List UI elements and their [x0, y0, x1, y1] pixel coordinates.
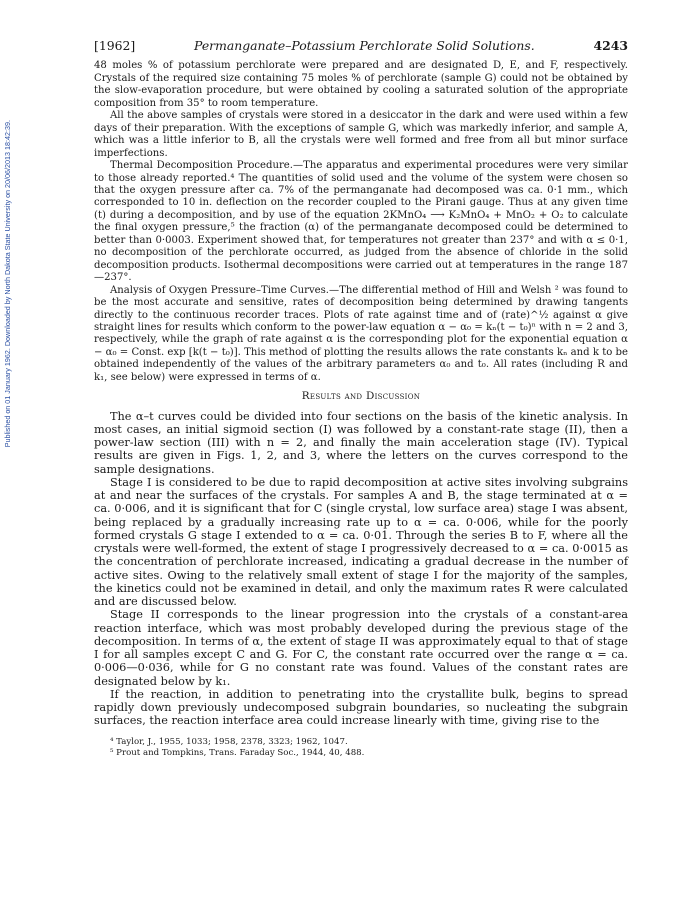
header-title: Permanganate–Potassium Perchlorate Solid Solutions. — [194, 38, 535, 53]
paragraph-analysis: Analysis of Oxygen Pressure–Time Curves.—The differential method of Hill and Welsh ² was found to be the most accurate and sensitive, rates of decomposition being determined by drawing tangents directly to the continuous recorder traces. Plots of rate against time and of (rate)^½ against α give straight lines for results which conform to the power-law equation α − α₀ = kₙ(t − t₀)ⁿ with n = 2 and 3, respectively, while the graph of rate against α is the corresponding plot for the exponential equation α − α₀ = Const. exp [k(t − t₀)]. This method of plotting the results allows the rate constants kₙ and k to be obtained independently of the values of the arbitrary parameters α₀ and t₀. All rates (including R and k₁, see below) were expressed in terms of α. — [94, 284, 628, 383]
footnote: ⁵ Prout and Tompkins, Trans. Faraday Soc., 1944, 40, 488. — [110, 747, 365, 758]
section-heading: Results and Discussion — [301, 390, 421, 403]
paragraph-stage-two: Stage II corresponds to the linear progression into the crystals of a constant-area reaction interface, which was most probably developed during the previous stage of the decomposition. In terms of α, the extent of stage II was approximately equal to that of stage I for all samples except C and G. For C, the constant rate occurred over the range α = ca. 0·006—0·036, while for G no constant rate was found. Values of the constant rates are designated below by k₁. — [94, 608, 628, 688]
running-header — [94, 40, 628, 52]
download-notice: Published on 01 January 1962. Downloaded by North Dakota State University on 20/06/2013 18:42:39. — [2, 120, 12, 448]
footnotes — [94, 737, 628, 759]
paragraph: 48 moles % of potassium perchlorate were prepared and are designated D, E, and F, respectively. Crystals of the required size containing 75 moles % of perchlorate (sample G) could not be obtained by the slow-evaporation procedure, but were obtained by cooling a saturated solution of the appropriate composition from 35° to room temperature. — [94, 60, 628, 109]
paragraph: All the above samples of crystals were stored in a desiccator in the dark and were used within a few days of their preparation. With the exceptions of sample G, which was markedly inferior, and sample A, which was a little inferior to B, all the crystals were well formed and free from all but minor surface imperfections. — [94, 110, 628, 159]
footnote: ⁴ Taylor, J., 1955, 1033; 1958, 2378, 3323; 1962, 1047. — [110, 736, 348, 747]
page-number: 4243 — [593, 38, 628, 53]
journal-page — [94, 40, 628, 759]
download-watermark — [0, 120, 14, 680]
paragraph-reaction: If the reaction, in addition to penetrating into the crystallite bulk, begins to spread rapidly down previously undecomposed subgrain boundaries, so nucleating the subgrain surfaces, the reaction interface area could increase linearly with time, giving rise to the — [94, 687, 628, 728]
paragraph-thermal-decomposition: Thermal Decomposition Procedure.—The apparatus and experimental procedures were very similar to those already reported.⁴ The quantities of solid used and the volume of the system were chosen so that the oxygen pressure after ca. 7% of the permanganate had decomposed was ca. 0·1 mm., which corresponded to 10 in. deflection on the recorder coupled to the Pirani gauge. Thus at any given time (t) during a decomposition, and by use of the equation 2KMnO₄ ⟶ K₂MnO₄ + MnO₂ + O₂ to calculate the final oxygen pressure,⁵ the fraction (α) of the permanganate decomposed could be determined to better than 0·0003. Experiment showed that, for temperatures not greater than 237° and with α ≤ 0·1, no decomposition of the perchlorate occurred, as judged from the absence of chloride in the solid decomposition products. Isothermal decompositions were carried out at temperatures in the range 187—237°. — [94, 160, 628, 284]
header-year: [1962] — [94, 38, 136, 53]
paragraph-stage-one: Stage I is considered to be due to rapid decomposition at active sites involving subgrains at and near the surfaces of the crystals. For samples A and B, the stage terminated at α = ca. 0·006, and it is significant that for C (single crystal, low surface area) stage I was absent, being replaced by a gradually increasing rate up to α = ca. 0·006, while for the poorly formed crystals G stage I extended to α = ca. 0·01. Through the series B to F, where all the crystals were well-formed, the extent of stage I progressively decreased to α = ca. 0·0015 as the concentration of perchlorate increased, indicating a gradual decrease in the number of active sites. Owing to the relatively small extent of stage I for the majority of the samples, the kinetics could not be examined in detail, and only the maximum rates R were calculated and are discussed below. — [94, 475, 628, 609]
paragraph-results: The α–t curves could be divided into four sections on the basis of the kinetic analysis. In most cases, an initial sigmoid section (I) was followed by a constant-rate stage (II), then a power-law section (III) with n = 2, and finally the main acceleration stage (IV). Typical results are given in Figs. 1, 2, and 3, where the letters on the curves correspond to the sample designations. — [94, 409, 628, 476]
